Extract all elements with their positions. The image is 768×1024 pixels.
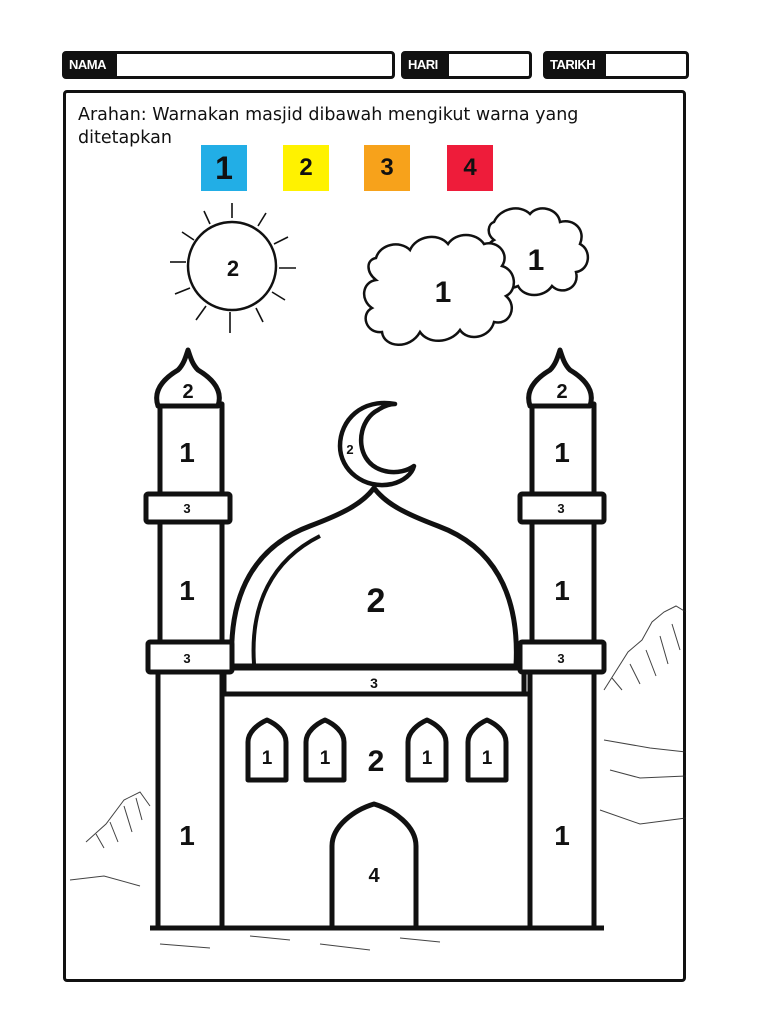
left-middle-number: 1 [179, 575, 195, 606]
right-base-number: 1 [554, 820, 570, 851]
right-band-upper-number: 3 [557, 501, 565, 516]
window-1-number: 1 [261, 748, 273, 769]
right-upper-number: 1 [554, 437, 570, 468]
right-middle-number: 1 [554, 575, 570, 606]
day-label: HARI [404, 54, 449, 76]
window-4-number: 1 [481, 748, 493, 769]
instruction-text: Arahan: Warnakan masjid dibawah mengikut warna yang ditetapkan [78, 105, 579, 148]
legend-number-3: 3 [380, 154, 394, 181]
left-cap-number: 2 [182, 381, 194, 403]
right-band-lower-number: 3 [557, 651, 565, 666]
left-base-number: 1 [179, 820, 195, 851]
window-2-number: 1 [319, 748, 331, 769]
crescent-number: 2 [346, 442, 354, 457]
date-label: TARIKH [546, 54, 606, 76]
dome-number: 2 [366, 582, 386, 620]
wall-number: 2 [367, 745, 385, 778]
left-band-upper-number: 3 [183, 501, 191, 516]
name-label: NAMA [65, 54, 117, 76]
legend-number-2: 2 [299, 154, 313, 181]
sun-number: 2 [226, 256, 240, 281]
cloud-right-number: 1 [527, 244, 545, 277]
legend-number-1: 1 [215, 150, 233, 186]
dome-band-number: 3 [370, 675, 378, 691]
left-upper-number: 1 [179, 437, 195, 468]
legend-number-4: 4 [463, 154, 477, 181]
right-cap-number: 2 [556, 381, 568, 403]
cloud-left-number: 1 [434, 276, 452, 309]
window-3-number: 1 [421, 748, 433, 769]
door-number: 4 [368, 865, 380, 887]
left-band-lower-number: 3 [183, 651, 191, 666]
